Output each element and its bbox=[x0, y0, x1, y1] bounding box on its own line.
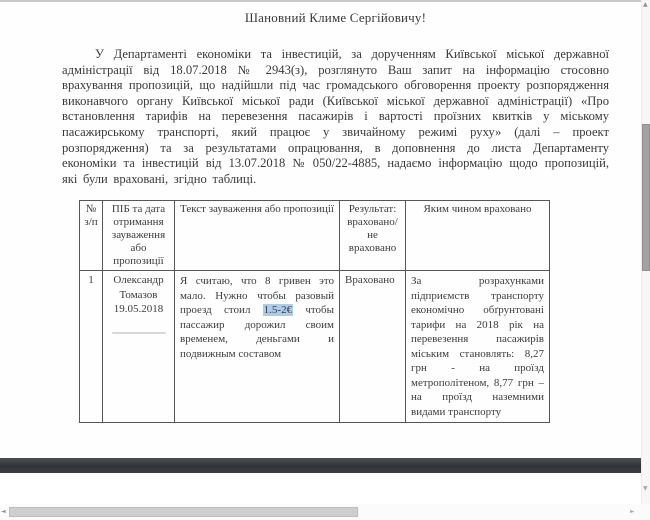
vertical-scrollbar[interactable] bbox=[641, 0, 650, 504]
cell-number: 1 bbox=[80, 271, 103, 423]
horizontal-scrollbar-thumb[interactable] bbox=[9, 507, 358, 517]
viewer-bottom-bar bbox=[0, 458, 641, 473]
letter-body-paragraph: У Департаменті економіки та інвестицій, за дорученням Київської міської державної адміністрації від 18.07.2018 № 2943(з), розглянуто Ваш запит на інформацію стосовно врахування пропозицій, що надійшли під час громадського обговорення проекту розпорядження виконавчого органу Київської міської ради (Київської міської державної адміністрації) «Про встановлення тарифів на перевезення пасажирів і вартості проїзних квитків у міському пасажирському транспорті, який працює у звичайному режимі руху» (далі – проект розпорядження) та за результатами опрацювання, в доповнення до листа Департаменту економіки та інвестицій від 13.07.2018 № 050/22-4885, надаємо інформацію щодо пропозицій, які були враховані, згідно таблиці. bbox=[62, 47, 609, 186]
proposal-text-after: чтобы пассажир дорожил своим временем, деньгами и подвижным составом bbox=[180, 304, 335, 360]
header-number: № з/п bbox=[80, 201, 103, 271]
scroll-left-icon[interactable]: ◄ bbox=[1, 508, 6, 515]
cell-result: Враховано bbox=[340, 271, 406, 423]
header-result: Результат: враховано/ не враховано bbox=[340, 201, 406, 271]
salutation-heading: Шановний Климе Сергійовичу! bbox=[244, 10, 427, 25]
horizontal-scrollbar[interactable] bbox=[0, 504, 650, 520]
scroll-up-icon[interactable]: ▲ bbox=[643, 1, 648, 8]
header-proposal-text: Текст зауваження або пропозиції bbox=[175, 201, 340, 271]
scan-artifact bbox=[112, 332, 166, 334]
author-name: Олександр Томазов bbox=[113, 274, 164, 301]
table-header-row bbox=[80, 201, 550, 271]
cell-proposal-text bbox=[175, 271, 340, 423]
cell-how-considered: За розрахунками підприємств транспорту економічно обґрунтовані тарифи на 2018 рік на перевезення пасажирів міським становлять: 8,27 грн - на проїзд метрополітеном, 8,77 грн – на проїзд наземними видами транспорту bbox=[406, 271, 550, 423]
header-how-considered: Яким чином враховано bbox=[406, 201, 550, 271]
document-page bbox=[0, 2, 641, 458]
proposals-table bbox=[79, 200, 550, 423]
table-row bbox=[80, 271, 550, 423]
header-author-date: ПІБ та дата отримання зауваження або пропозиції bbox=[103, 201, 175, 271]
proposal-text-selection: 1.5-2€ bbox=[263, 304, 293, 317]
vertical-scrollbar-thumb[interactable] bbox=[642, 124, 650, 271]
scroll-right-icon[interactable]: ► bbox=[630, 508, 635, 515]
scroll-down-icon[interactable]: ▼ bbox=[643, 485, 648, 492]
cell-author-date bbox=[103, 271, 175, 423]
proposal-text-before: Я считаю, что 8 гривен это мало. Нужно чтобы разовый проезд стоил bbox=[180, 275, 334, 317]
received-date: 19.05.2018 bbox=[113, 303, 164, 316]
